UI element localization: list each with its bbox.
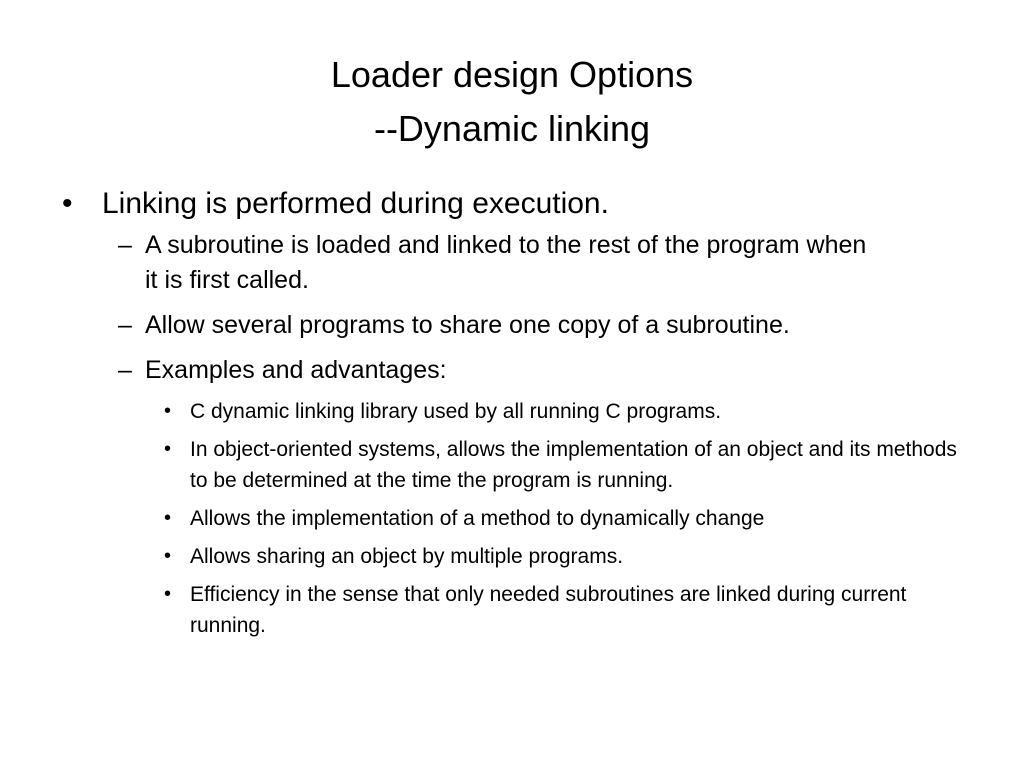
bullet-level2-item xyxy=(118,353,966,388)
bullet-dot-icon: • xyxy=(62,187,73,220)
bullet-text: Efficiency in the sense that only needed subroutines are linked during current running. xyxy=(190,583,907,637)
dash-icon: – xyxy=(118,311,132,339)
bullet-level3-item xyxy=(164,541,966,572)
dash-icon: – xyxy=(118,356,132,384)
bullet-level2-item xyxy=(118,228,966,298)
bullet-text: Allows the implementation of a method to dynamically change xyxy=(190,507,765,530)
bullet-text: Allow several programs to share one copy of a subroutine. xyxy=(145,311,790,339)
bullet-text: A subroutine is loaded and linked to the rest of the program when it is first called. xyxy=(145,231,867,294)
bullet-text: Linking is performed during execution. xyxy=(102,187,609,220)
dash-icon: – xyxy=(118,231,132,259)
bullet-dot-icon: • xyxy=(164,583,172,605)
title-line-1: Loader design Options xyxy=(330,54,694,95)
bullet-dot-icon: • xyxy=(164,400,172,422)
bullet-level1-item xyxy=(56,184,966,224)
bullet-text: Allows sharing an object by multiple programs. xyxy=(190,545,624,568)
bullet-text: C dynamic linking library used by all running C programs. xyxy=(190,400,722,423)
bullet-level3-item xyxy=(164,396,966,427)
slide-title xyxy=(112,48,912,156)
bullet-dot-icon: • xyxy=(164,438,172,460)
bullet-level3-item xyxy=(164,434,965,496)
bullet-text: Examples and advantages: xyxy=(145,356,447,384)
bullet-dot-icon: • xyxy=(164,507,172,529)
bullet-dot-icon: • xyxy=(164,545,172,567)
title-line-2: --Dynamic linking xyxy=(373,108,651,149)
bullet-level2-item xyxy=(118,308,966,343)
bullet-text: In object-oriented systems, allows the implementation of an object and its methods to be determined at the time the program is running. xyxy=(190,438,957,492)
bullet-level3-item xyxy=(164,503,966,534)
slide-body xyxy=(56,184,966,648)
bullet-level3-item xyxy=(164,579,930,641)
